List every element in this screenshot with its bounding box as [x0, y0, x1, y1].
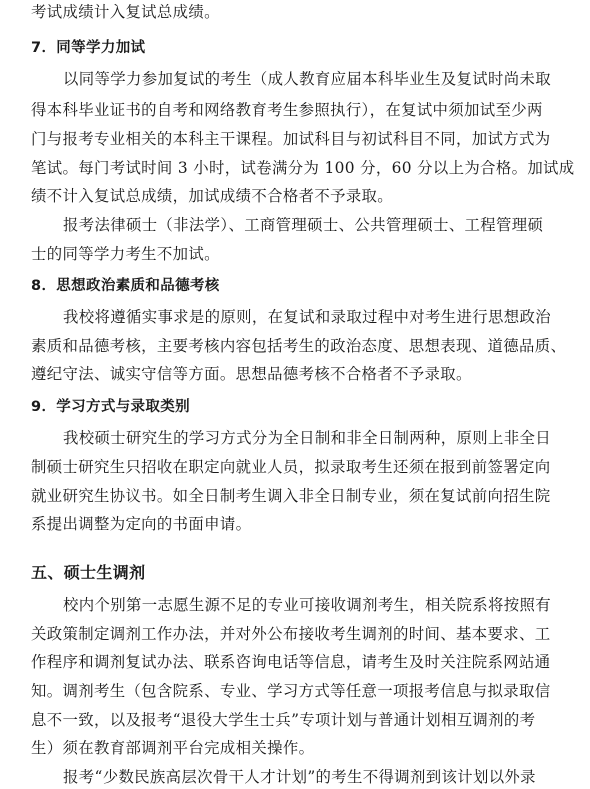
- paragraph-line: 知。调剂考生（包含院系、专业、学习方式等任意一项报考信息与拟录取信: [31, 682, 551, 700]
- paragraph-line: 得本科毕业证书的自考和网络教育考生参照执行），在复试中须加试至少两: [31, 101, 543, 119]
- paragraph-line: 以同等学力参加复试的考生（成人教育应届本科毕业生及复试时尚未取: [63, 70, 551, 88]
- section-heading: 9．学习方式与录取类别: [31, 399, 190, 415]
- paragraph-line: 士的同等学力考生不加试。: [31, 245, 220, 263]
- paragraph-line: 考试成绩计入复试总成绩。: [31, 3, 220, 21]
- paragraph-line: 就业研究生协议书。如全日制考生调入非全日制专业，须在复试前向招生院: [31, 487, 551, 505]
- paragraph-line: 素质和品德考核，主要考核内容包括考生的政治态度、思想表现、道德品质、: [31, 337, 567, 355]
- paragraph-line: 关政策制定调剂工作办法，并对外公布接收考生调剂的时间、基本要求、工: [31, 625, 551, 643]
- paragraph-line: 制硕士研究生只招收在职定向就业人员，拟录取考生还须在报到前签署定向: [31, 458, 551, 476]
- paragraph-line: 报考法律硕士（非法学）、工商管理硕士、公共管理硕士、工程管理硕: [63, 216, 544, 234]
- paragraph-line: 报考“少数民族高层次骨干人才计划”的考生不得调剂到该计划以外录: [63, 768, 536, 786]
- paragraph-line: 我校将遵循实事求是的原则，在复试和录取过程中对考生进行思想政治: [63, 308, 551, 326]
- paragraph-line: 作程序和调剂复试办法、联系咨询电话等信息，请考生及时关注院系网站通: [31, 653, 551, 671]
- chapter-heading: 五、硕士生调剂: [31, 563, 146, 582]
- paragraph-line: 门与报考专业相关的本科主干课程。加试科目与初试科目不同，加试方式为: [31, 130, 551, 148]
- paragraph-line: 息不一致，以及报考“退役大学生士兵”专项计划与普通计划相互调剂的考: [31, 711, 536, 729]
- paragraph-line: 系提出调整为定向的书面申请。: [31, 515, 252, 533]
- paragraph-line: 我校硕士研究生的学习方式分为全日制和非全日制两种，原则上非全日: [63, 429, 551, 447]
- paragraph-line: 生）须在教育部调剂平台完成相关操作。: [31, 739, 315, 757]
- section-heading: 8．思想政治素质和品德考核: [31, 278, 220, 294]
- paragraph-line: 绩不计入复试总成绩，加试成绩不合格者不予录取。: [31, 187, 394, 205]
- paragraph-line: 遵纪守法、诚实守信等方面。思想品德考核不合格者不予录取。: [31, 365, 472, 383]
- paragraph-line: 笔试。每门考试时间 3 小时，试卷满分为 100 分，60 分以上为合格。加试成: [31, 159, 575, 177]
- paragraph-line: 校内个别第一志愿生源不足的专业可接收调剂考生，相关院系将按照有: [63, 596, 551, 614]
- section-heading: 7．同等学力加试: [31, 40, 146, 56]
